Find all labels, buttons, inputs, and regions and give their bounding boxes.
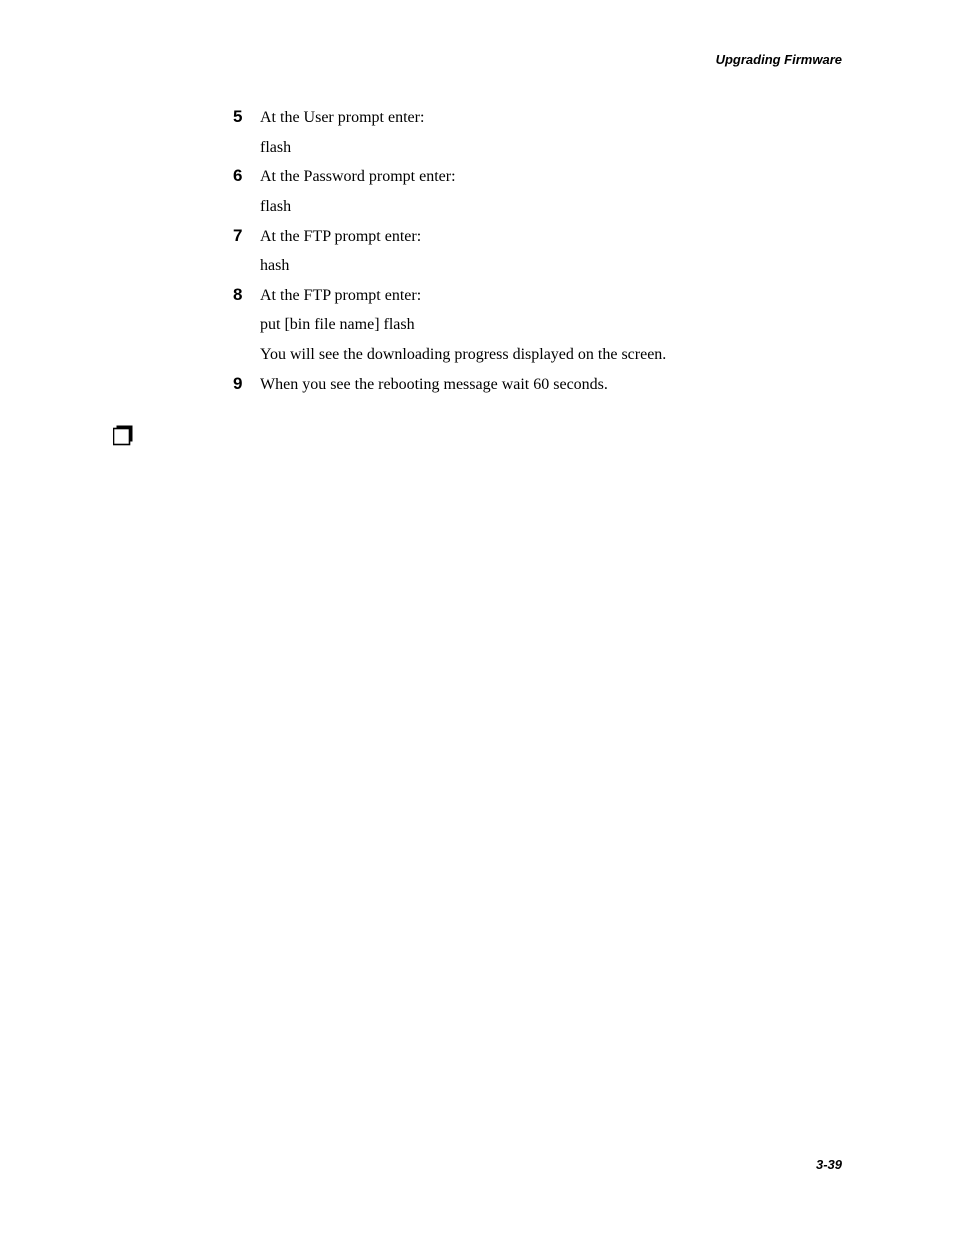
- step-instruction: When you see the rebooting message wait 60 seconds.: [260, 376, 608, 393]
- step-number: 8: [233, 285, 243, 304]
- step-number: 6: [233, 166, 243, 185]
- step-number: 7: [233, 226, 243, 245]
- step-instruction: At the User prompt enter:: [260, 109, 425, 126]
- step-entry: flash: [260, 198, 292, 215]
- step-entry: flash: [260, 139, 292, 156]
- step-instruction: At the FTP prompt enter:: [260, 287, 422, 304]
- step-entry: put [bin file name] flash: [260, 316, 415, 333]
- step-number: 9: [233, 374, 243, 393]
- page-number: 3-39: [815, 1157, 842, 1172]
- step-instruction: At the Password prompt enter:: [260, 168, 456, 185]
- step-entry: hash: [260, 257, 290, 274]
- step-instruction: At the FTP prompt enter:: [260, 228, 422, 245]
- step-note: You will see the downloading progress displayed on the screen.: [260, 346, 667, 363]
- step-number: 5: [233, 107, 243, 126]
- running-header: Upgrading Firmware: [715, 52, 842, 67]
- end-of-procedure-box-icon: [113, 425, 129, 441]
